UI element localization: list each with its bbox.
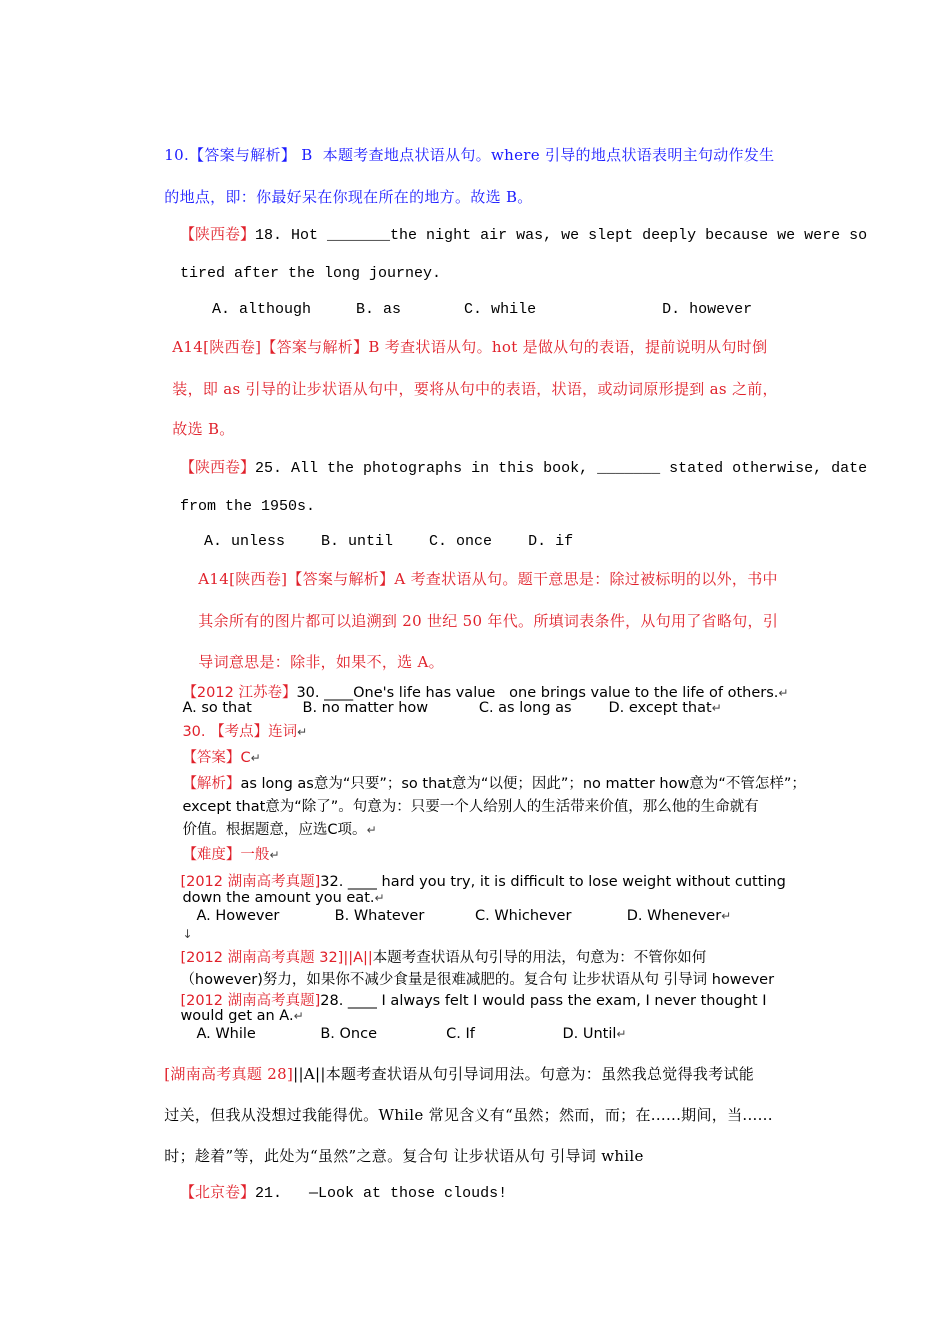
hunan-q28-answer-2: 过关，但我从没想过我能得优。While 常见含义有“虽然；然而，而；在......期间，当...... [164,1106,773,1124]
hunan-q32-stem-2: down the amount you eat.↵ [182,890,385,906]
down-arrow-icon: ↓ [182,927,193,941]
shaanxi-q18-stem-1: 【陕西卷】18. Hot _______the night air was, we slept deeply because we were so [180,227,868,244]
return-mark-icon: ↵ [721,909,732,923]
return-mark-icon: ↵ [297,725,308,739]
shaanxi-q18-answer-3: 故选 B。 [172,420,235,438]
source-tag: 【2012 江苏卷】 [182,685,297,701]
jiangsu-q30-answer: 【答案】C↵ [182,750,261,766]
shaanxi-q18-options: A. although B. as C. while D. however [212,301,753,318]
source-tag: 【北京卷】 [180,1185,256,1202]
jiangsu-q30-analysis-3: 价值。根据题意，应选C项。↵ [182,822,377,838]
return-mark-icon: ↵ [250,751,261,765]
return-mark-icon: ↵ [711,701,722,715]
return-mark-icon: ↵ [293,1009,304,1023]
jiangsu-q30-options: A. so that B. no matter how C. as long as D. except that↵ [182,700,722,716]
source-tag: 【陕西卷】 [180,460,256,477]
jiangsu-q30-difficulty: 【难度】一般↵ [182,847,280,863]
shaanxi-q18-answer-2: 装，即 as 引导的让步状语从句中，要将从句中的表语，状语，或动词原形提到 as 之前， [172,380,778,398]
q10-answer-line-1: 10.【答案与解析】 B 本题考查地点状语从句。where 引导的地点状语表明主句动作发生 [164,146,775,164]
beijing-q21-stem: 【北京卷】21. —Look at those clouds! [180,1185,508,1202]
jiangsu-q30-analysis-1: 【解析】as long as意为“只要”；so that意为“以便；因此”；no matter how意为“不管怎样”； [182,776,806,792]
hunan-q28-answer-3: 时；趁着”等，此处为“虽然”之意。复合句 让步状语从句 引导词 while [164,1147,644,1165]
shaanxi-q25-stem-2: from the 1950s. [180,498,316,515]
hunan-q32-stem-1: [2012 湖南高考真题]32. ____ hard you try, it is difficult to lose weight without cutting [180,874,786,890]
jiangsu-q30-point: 30. 【考点】连词↵ [182,724,308,740]
hunan-q28-answer-1: [湖南高考真题 28]||A||本题考查状语从句引导词用法。句意为：虽然我总觉得我考试能 [164,1065,755,1083]
jiangsu-q30-analysis-2: except that意为“除了”。句意为：只要一个人给别人的生活带来价值，那么他的生命就有 [182,799,759,815]
shaanxi-q25-stem-1: 【陕西卷】25. All the photographs in this book, _______ stated otherwise, date [180,460,868,477]
hunan-q32-answer-2: （however)努力，如果你不减少食量是很难减肥的。复合句 让步状语从句 引导词 however [180,972,775,988]
source-tag: [2012 湖南高考真题] [180,993,321,1009]
shaanxi-q18-answer-1: A14[陕西卷]【答案与解析】B 考查状语从句。hot 是做从句的表语，提前说明从句时倒 [172,338,768,356]
hunan-q32-options: A. However B. Whatever C. Whichever D. Whenever↵ [196,908,732,924]
q10-answer-line-2: 的地点，即：你最好呆在你现在所在的地方。故选 B。 [164,188,533,206]
jiangsu-q30-stem: 【2012 江苏卷】30. ____One's life has value one brings value to the life of others.↵ [182,685,789,701]
hunan-q32-answer-1: [2012 湖南高考真题 32]||A||本题考查状语从句引导的用法，句意为：不管你如何 [180,950,707,966]
return-mark-icon: ↵ [778,686,789,700]
hunan-q28-stem-2: would get an A.↵ [180,1008,304,1024]
hunan-q28-options: A. While B. Once C. If D. Until↵ [196,1026,627,1042]
return-mark-icon: ↵ [366,823,377,837]
return-mark-icon: ↵ [616,1027,627,1041]
shaanxi-q25-answer-3: 导词意思是：除非，如果不，选 A。 [198,653,444,671]
return-mark-icon: ↵ [269,848,280,862]
source-tag: [2012 湖南高考真题] [180,874,321,890]
shaanxi-q25-answer-1: A14[陕西卷]【答案与解析】A 考查状语从句。题干意思是：除过被标明的以外，书中 [198,570,778,588]
return-mark-icon: ↵ [374,891,385,905]
shaanxi-q18-stem-2: tired after the long journey. [180,265,442,282]
hunan-q28-stem-1: [2012 湖南高考真题]28. ____ I always felt I would pass the exam, I never thought I [180,993,767,1009]
source-tag: 【陕西卷】 [180,227,256,244]
shaanxi-q25-options: A. unless B. until C. once D. if [204,533,574,550]
shaanxi-q25-answer-2: 其余所有的图片都可以追溯到 20 世纪 50 年代。所填词表条件，从句用了省略句，引 [198,612,779,630]
